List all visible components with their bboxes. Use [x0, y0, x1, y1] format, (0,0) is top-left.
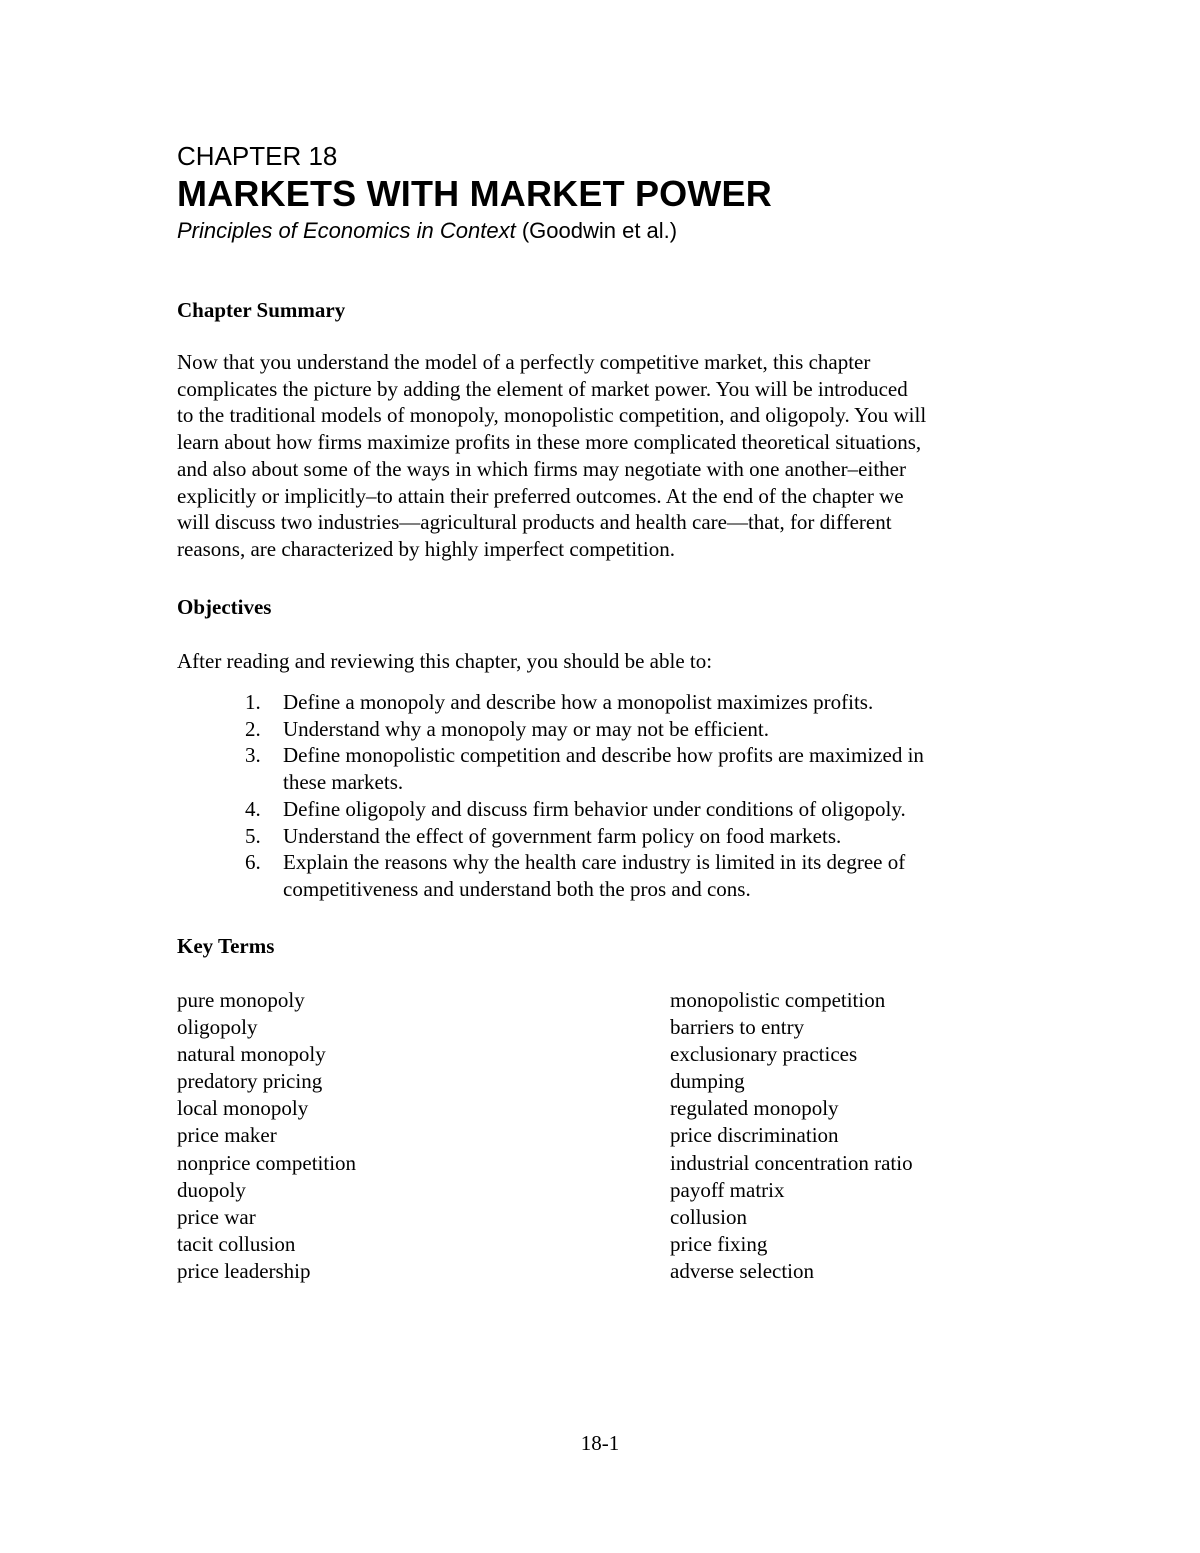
- objective-item: [245, 742, 1065, 795]
- summary-line: to the traditional models of monopoly, monopolistic competition, and oligopoly. You will: [177, 403, 927, 428]
- key-term: natural monopoly: [177, 1042, 326, 1067]
- objective-number: 1.: [245, 690, 261, 714]
- key-term: price discrimination: [670, 1123, 839, 1148]
- summary-heading: Chapter Summary: [177, 298, 346, 322]
- chapter-title: MARKETS WITH MARKET POWER: [177, 173, 772, 214]
- key-terms-heading: Key Terms: [177, 934, 275, 958]
- objective-number: 3.: [245, 743, 261, 768]
- objective-text: Understand why a monopoly may or may not be efficient.: [283, 716, 769, 741]
- objective-item: [245, 716, 1065, 743]
- key-term: payoff matrix: [670, 1177, 785, 1202]
- key-term: price leadership: [177, 1258, 311, 1283]
- summary-line: complicates the picture by adding the element of market power. You will be introduced: [177, 376, 908, 401]
- book-title: Principles of Economics in Context: [177, 218, 516, 243]
- objective-text: these markets.: [283, 770, 404, 795]
- objective-number: 6.: [245, 850, 261, 875]
- key-term: exclusionary practices: [670, 1042, 858, 1067]
- key-term: oligopoly: [177, 1015, 258, 1040]
- summary-line: and also about some of the ways in which firms may negotiate with one another–either: [177, 456, 906, 481]
- objective-number: 5.: [245, 823, 261, 848]
- key-term: price war: [177, 1204, 256, 1229]
- objective-text: Understand the effect of government farm policy on food markets.: [283, 823, 842, 848]
- key-term: collusion: [670, 1204, 747, 1229]
- objectives-intro: After reading and reviewing this chapter, you should be able to:: [177, 649, 713, 673]
- summary-paragraph: [177, 349, 1057, 563]
- key-terms-left-column: [177, 987, 356, 1285]
- summary-line: explicitly or implicitly–to attain their preferred outcomes. At the end of the chapter we: [177, 483, 904, 508]
- objective-number: 4.: [245, 796, 261, 821]
- chapter-number: CHAPTER 18: [177, 141, 338, 171]
- key-term: price maker: [177, 1123, 277, 1148]
- key-term: dumping: [670, 1069, 745, 1094]
- book-authors: (Goodwin et al.): [521, 218, 678, 243]
- book-credit: [177, 218, 677, 244]
- key-term: nonprice competition: [177, 1150, 357, 1175]
- key-terms-right-column: [670, 987, 913, 1285]
- objective-text: Explain the reasons why the health care industry is limited in its degree of: [283, 850, 906, 875]
- summary-line: will discuss two industries—agricultural products and health care—that, for different: [177, 510, 892, 535]
- key-term: pure monopoly: [177, 988, 305, 1012]
- objective-item: [245, 849, 1065, 902]
- objective-item: [245, 689, 1065, 716]
- objective-item: [245, 796, 1065, 823]
- key-term: duopoly: [177, 1177, 246, 1202]
- key-term: adverse selection: [670, 1258, 815, 1283]
- key-term: industrial concentration ratio: [670, 1150, 913, 1175]
- key-term: local monopoly: [177, 1096, 309, 1121]
- objectives-list: [245, 689, 1065, 903]
- summary-line: Now that you understand the model of a perfectly competitive market, this chapter: [177, 350, 871, 374]
- objectives-heading: Objectives: [177, 595, 272, 619]
- objective-text: Define monopolistic competition and describe how profits are maximized in: [283, 743, 924, 768]
- key-term: regulated monopoly: [670, 1096, 839, 1121]
- objective-text: Define oligopoly and discuss firm behavior under conditions of oligopoly.: [283, 796, 906, 821]
- objective-text: Define a monopoly and describe how a monopolist maximizes profits.: [283, 690, 874, 714]
- objective-item: [245, 823, 1065, 850]
- objective-text: competitiveness and understand both the pros and cons.: [283, 876, 751, 901]
- summary-line: learn about how firms maximize profits in these more complicated theoretical situations,: [177, 430, 922, 455]
- key-term: tacit collusion: [177, 1231, 296, 1256]
- key-term: monopolistic competition: [670, 988, 886, 1012]
- objective-number: 2.: [245, 716, 261, 741]
- key-term: price fixing: [670, 1231, 768, 1256]
- key-term: barriers to entry: [670, 1015, 805, 1040]
- key-term: predatory pricing: [177, 1069, 323, 1094]
- summary-line: reasons, are characterized by highly imperfect competition.: [177, 536, 675, 561]
- page-number: 18-1: [580, 1431, 620, 1455]
